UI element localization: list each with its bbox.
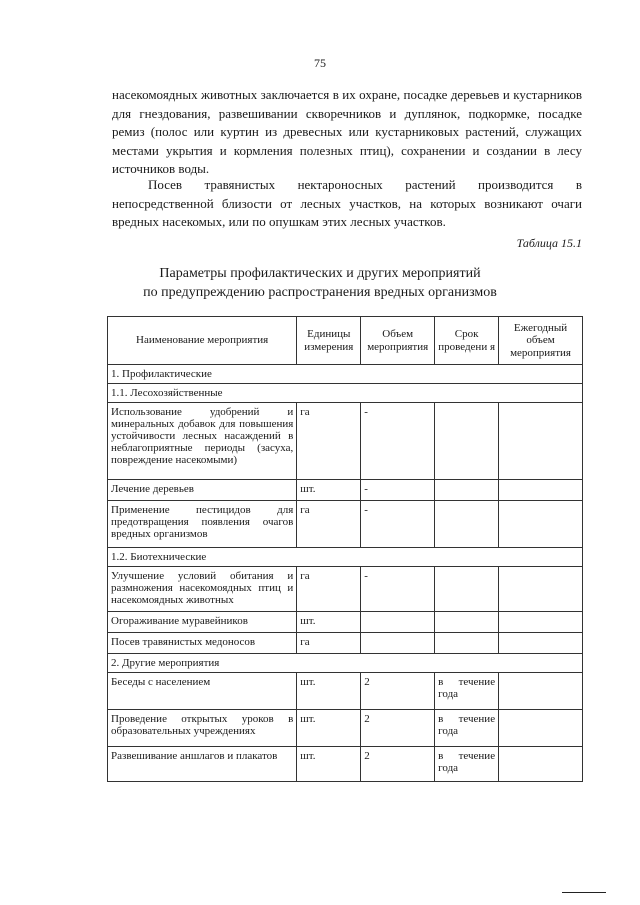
page-number: 75	[314, 56, 326, 70]
cell-term	[435, 633, 499, 654]
table-title	[0, 265, 640, 302]
cell-volume: -	[361, 567, 435, 612]
table-row	[108, 567, 583, 612]
table-header-row	[108, 317, 583, 365]
cell-annual	[499, 480, 583, 501]
cell-unit: шт.	[297, 612, 361, 633]
cell-volume	[361, 633, 435, 654]
table-row	[108, 747, 583, 782]
table-row	[108, 403, 583, 480]
cell-annual	[499, 747, 583, 782]
cell-name: Беседы с населением	[108, 673, 297, 710]
table-title-line-1: Параметры профилактических и других мероприятий	[159, 266, 481, 281]
cell-name: Применение пестицидов для предотвращения появления очагов вредных организмов	[108, 501, 297, 548]
section-other: 2. Другие мероприятия	[108, 654, 583, 673]
cell-term	[435, 480, 499, 501]
cell-term	[435, 567, 499, 612]
table-row	[108, 480, 583, 501]
table-title-line-2: по предупреждению распространения вредных организмов	[143, 284, 497, 300]
section-forestry: 1.1. Лесохозяйственные	[108, 384, 583, 403]
cell-term: в течение года	[435, 710, 499, 747]
table-row	[108, 501, 583, 548]
cell-annual	[499, 710, 583, 747]
table-row	[108, 612, 583, 633]
cell-volume: 2	[361, 673, 435, 710]
cell-annual	[499, 612, 583, 633]
header-term: Срок проведени я	[435, 317, 499, 365]
body-paragraph-1	[112, 86, 582, 179]
cell-unit: шт.	[297, 673, 361, 710]
cell-term: в течение года	[435, 673, 499, 710]
cell-volume: 2	[361, 747, 435, 782]
table-row	[108, 710, 583, 747]
section-row	[108, 384, 583, 403]
cell-annual	[499, 501, 583, 548]
cell-volume: -	[361, 403, 435, 480]
cell-volume	[361, 612, 435, 633]
paragraph-text: насекомоядных животных заключается в их охране, посадке деревьев и кустарников для гнездования, развешивании скворечников и дуплянок, подкормке, посадке ремиз (полос или куртин из древесных или кустарниковых растений, служащих местами укрытия и кормления полезных птиц), сохранении и создании в лесу источников воды.	[112, 87, 582, 176]
cell-name: Использование удобрений и минеральных добавок для повышения устойчивости лесных насаждений в неблагоприятные периоды (засуха, повреждение насекомыми)	[108, 403, 297, 480]
measures-table	[107, 316, 583, 782]
cell-name: Улучшение условий обитания и размножения насекомоядных птиц и насекомоядных животных	[108, 567, 297, 612]
section-row	[108, 548, 583, 567]
header-annual: Ежегодный объем мероприятия	[499, 317, 583, 365]
cell-unit: га	[297, 633, 361, 654]
table-label: Таблица 15.1	[516, 236, 582, 250]
section-preventive: 1. Профилактические	[108, 365, 583, 384]
section-row	[108, 365, 583, 384]
cell-volume: 2	[361, 710, 435, 747]
cell-unit: га	[297, 501, 361, 548]
cell-name: Проведение открытых уроков в образовательных учреждениях	[108, 710, 297, 747]
header-name: Наименование мероприятия	[108, 317, 297, 365]
cell-unit: шт.	[297, 710, 361, 747]
cell-unit: шт.	[297, 747, 361, 782]
cell-name: Посев травянистых медоносов	[108, 633, 297, 654]
cell-term	[435, 612, 499, 633]
cell-annual	[499, 633, 583, 654]
cell-term	[435, 501, 499, 548]
cell-name: Лечение деревьев	[108, 480, 297, 501]
paragraph-text: Посев травянистых нектароносных растений производится в непосредственной близости от лесных участков, на которых возникают очаги вредных насекомых, или по опушкам этих лесных участков.	[112, 177, 582, 229]
cell-unit: га	[297, 403, 361, 480]
cell-volume: -	[361, 501, 435, 548]
cell-unit: шт.	[297, 480, 361, 501]
body-paragraph-2	[112, 176, 582, 232]
cell-name: Огораживание муравейников	[108, 612, 297, 633]
header-volume: Объем мероприятия	[361, 317, 435, 365]
cell-volume: -	[361, 480, 435, 501]
cell-term: в течение года	[435, 747, 499, 782]
cell-term	[435, 403, 499, 480]
section-biotechnical: 1.2. Биотехнические	[108, 548, 583, 567]
table-row	[108, 673, 583, 710]
cell-unit: га	[297, 567, 361, 612]
footer-rule	[562, 892, 606, 893]
table-row	[108, 633, 583, 654]
cell-annual	[499, 673, 583, 710]
cell-name: Развешивание аншлагов и плакатов	[108, 747, 297, 782]
section-row	[108, 654, 583, 673]
cell-annual	[499, 403, 583, 480]
header-unit: Единицы измерения	[297, 317, 361, 365]
cell-annual	[499, 567, 583, 612]
